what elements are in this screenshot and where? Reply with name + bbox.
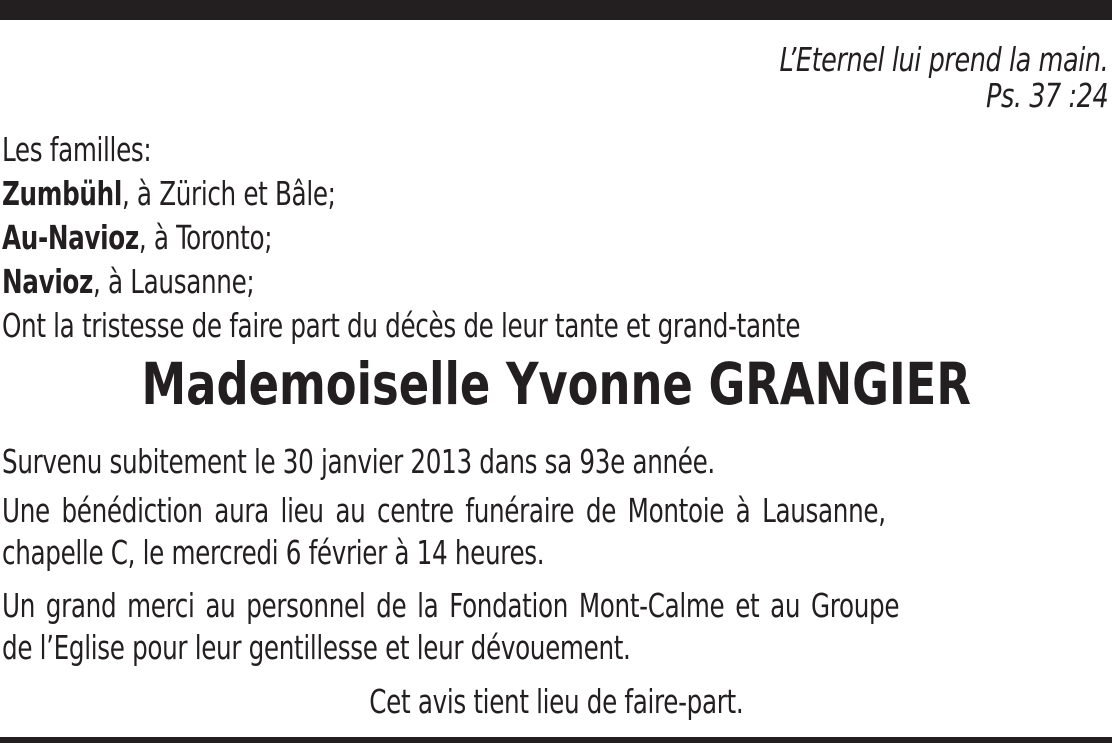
family-place: , à Zürich et Bâle; xyxy=(121,174,336,213)
family-entry xyxy=(2,216,800,260)
thanks-line: Un grand merci au personnel de la Fondation Mont-Calme et au Groupe xyxy=(2,586,900,625)
top-border-rule xyxy=(0,0,1112,20)
family-entry xyxy=(2,260,800,304)
ceremony-line: Une bénédiction aura lieu au centre funéraire de Montoie à Lausanne, xyxy=(2,491,886,530)
families-list xyxy=(2,128,800,348)
family-name: Zumbühl xyxy=(2,174,122,213)
deceased-name: Mademoiselle Yvonne GRANGIER xyxy=(141,350,971,418)
family-name: Au-Navioz xyxy=(2,218,139,257)
bottom-border-rule xyxy=(0,737,1112,743)
epigraph xyxy=(779,42,1108,114)
deceased-name-heading xyxy=(0,344,1112,424)
ceremony-line: chapelle C, le mercredi 6 février à 14 heures. xyxy=(2,533,545,572)
family-place: , à Toronto; xyxy=(138,218,273,257)
epigraph-reference: Ps. 37 :24 xyxy=(985,76,1108,115)
closing-text: Cet avis tient lieu de faire-part. xyxy=(368,682,744,721)
epigraph-quote: L’Eternel lui prend la main. xyxy=(779,40,1108,79)
family-place: , à Lausanne; xyxy=(93,262,255,301)
family-entry xyxy=(2,172,800,216)
thanks-line: de l’Eglise pour leur gentillesse et leur dévouement. xyxy=(2,628,631,667)
death-paragraph xyxy=(2,440,1112,484)
death-text: Survenu subitement le 30 janvier 2013 dans sa 93e année. xyxy=(2,442,715,481)
families-intro: Les familles: xyxy=(2,130,152,169)
family-name: Navioz xyxy=(2,262,94,301)
announcement-text: Ont la tristesse de faire part du décès de leur tante et grand-tante xyxy=(2,306,801,345)
thanks-paragraph xyxy=(2,585,1112,669)
closing-paragraph xyxy=(0,680,1112,724)
ceremony-paragraph xyxy=(2,490,1112,574)
